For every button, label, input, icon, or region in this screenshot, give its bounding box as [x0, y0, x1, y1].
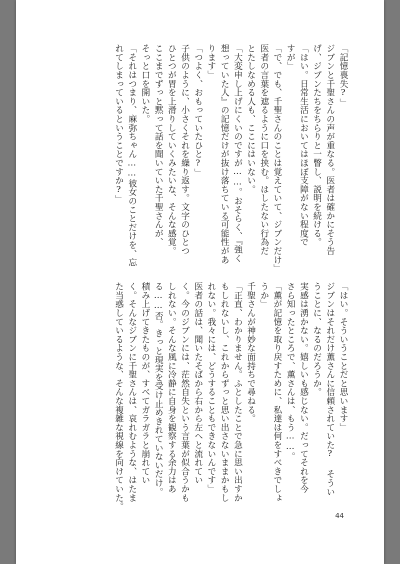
text-line: 積み上げてきたものが、すべてガラガラと崩れてい — [139, 282, 150, 485]
text-line: うことに、なるのだろうか。 — [311, 282, 322, 397]
text-line: 「で、でも、千聖さんのことは覚えていて、ジブンだけ」 — [271, 44, 282, 273]
text-line: ここまでずっと黙って話を聞いていた千聖さんが、 — [153, 44, 164, 247]
text-line: ジブンはそれだけ薫さんに信頼されていた? そうい — [324, 282, 335, 496]
text-line: 「薫が記憶を取り戻すために、私達は何をすべきでしょ — [271, 282, 282, 502]
text-line: 「大変申し上げにくいのですが……。おそらく、『強く — [232, 44, 243, 263]
text-line: ります」 — [205, 44, 216, 80]
text-line: 千聖さんが神妙な面持ちで尋ねる。 — [245, 282, 256, 423]
text-line: 医者の言葉を遮るように口を挟む。はしたない行為だ — [258, 44, 269, 256]
text-line: しれない。そんな風に冷静に自身を観察する余力はあ — [166, 282, 177, 494]
text-line: 医者の話は、聞いたそばから右から左へと流れてい — [192, 282, 203, 485]
text-line: れてしまっているということですか?」 — [113, 44, 124, 204]
text-line: 想っていた人』の記憶だけが抜け落ちている可能性があ — [219, 44, 230, 264]
text-line: もしれないし、これからずっと思い出さないままかもし — [219, 282, 230, 502]
text-line: た当惑しているような、そんな複雑な視線を向けていた。 — [113, 282, 124, 511]
text-line: ひとつが胃を上滑りしていくみたいな、そんな感覚。 — [166, 44, 177, 256]
text-line: 「記憶喪失?」 — [338, 44, 348, 107]
text-line: る……否。きっと現実を受け止めきれていないだけ。 — [153, 282, 164, 496]
text-line: く。今のジブンには、茫然自失という言葉が似合うかも — [179, 282, 190, 502]
text-line: 子供のように、小さくそれを繰り返す。文字のひとつ — [179, 44, 190, 256]
text-block-upper — [111, 44, 349, 273]
text-line: 「はい。そういうことだと思います」 — [338, 282, 348, 432]
text-line: く。そんなジブンに千聖さんは、哀れむような、はたま — [126, 282, 137, 502]
book-page — [16, 0, 384, 564]
text-line: 実感は湧かない。嬉しいも感じない。だってそれを今 — [298, 282, 309, 494]
text-line: さら知ったところで、薫さんは、もう……。 — [285, 282, 296, 461]
text-line: 「正直、わかりません。ふとしたことで急に思い出すか — [232, 282, 243, 502]
text-line: うか」 — [258, 282, 269, 309]
text-line: 「それはつまり、麻弥ちゃん……彼女のことだけを、忘 — [126, 44, 137, 267]
text-line: 「はい。日常生活においてはほぼ支障がない程度で — [298, 44, 309, 247]
text-line: れない。我々には、どうすることもできないんです」 — [205, 282, 216, 494]
text-line: 「つよく、おもっていたひと?」 — [192, 44, 203, 178]
page-number: 44 — [335, 512, 344, 520]
text-line: そっと口を開いた。 — [139, 44, 150, 124]
text-block-lower — [111, 282, 349, 511]
text-line: げ、ジブンたちをちらりと一瞥し、説明を続ける。 — [311, 44, 322, 247]
text-line: すが」 — [285, 44, 296, 71]
text-line: とたしなめる人も、ここにはいない。 — [245, 44, 256, 194]
text-line: ジブンと千聖さんの声が重なる。医者は確かにそう告 — [324, 44, 335, 256]
